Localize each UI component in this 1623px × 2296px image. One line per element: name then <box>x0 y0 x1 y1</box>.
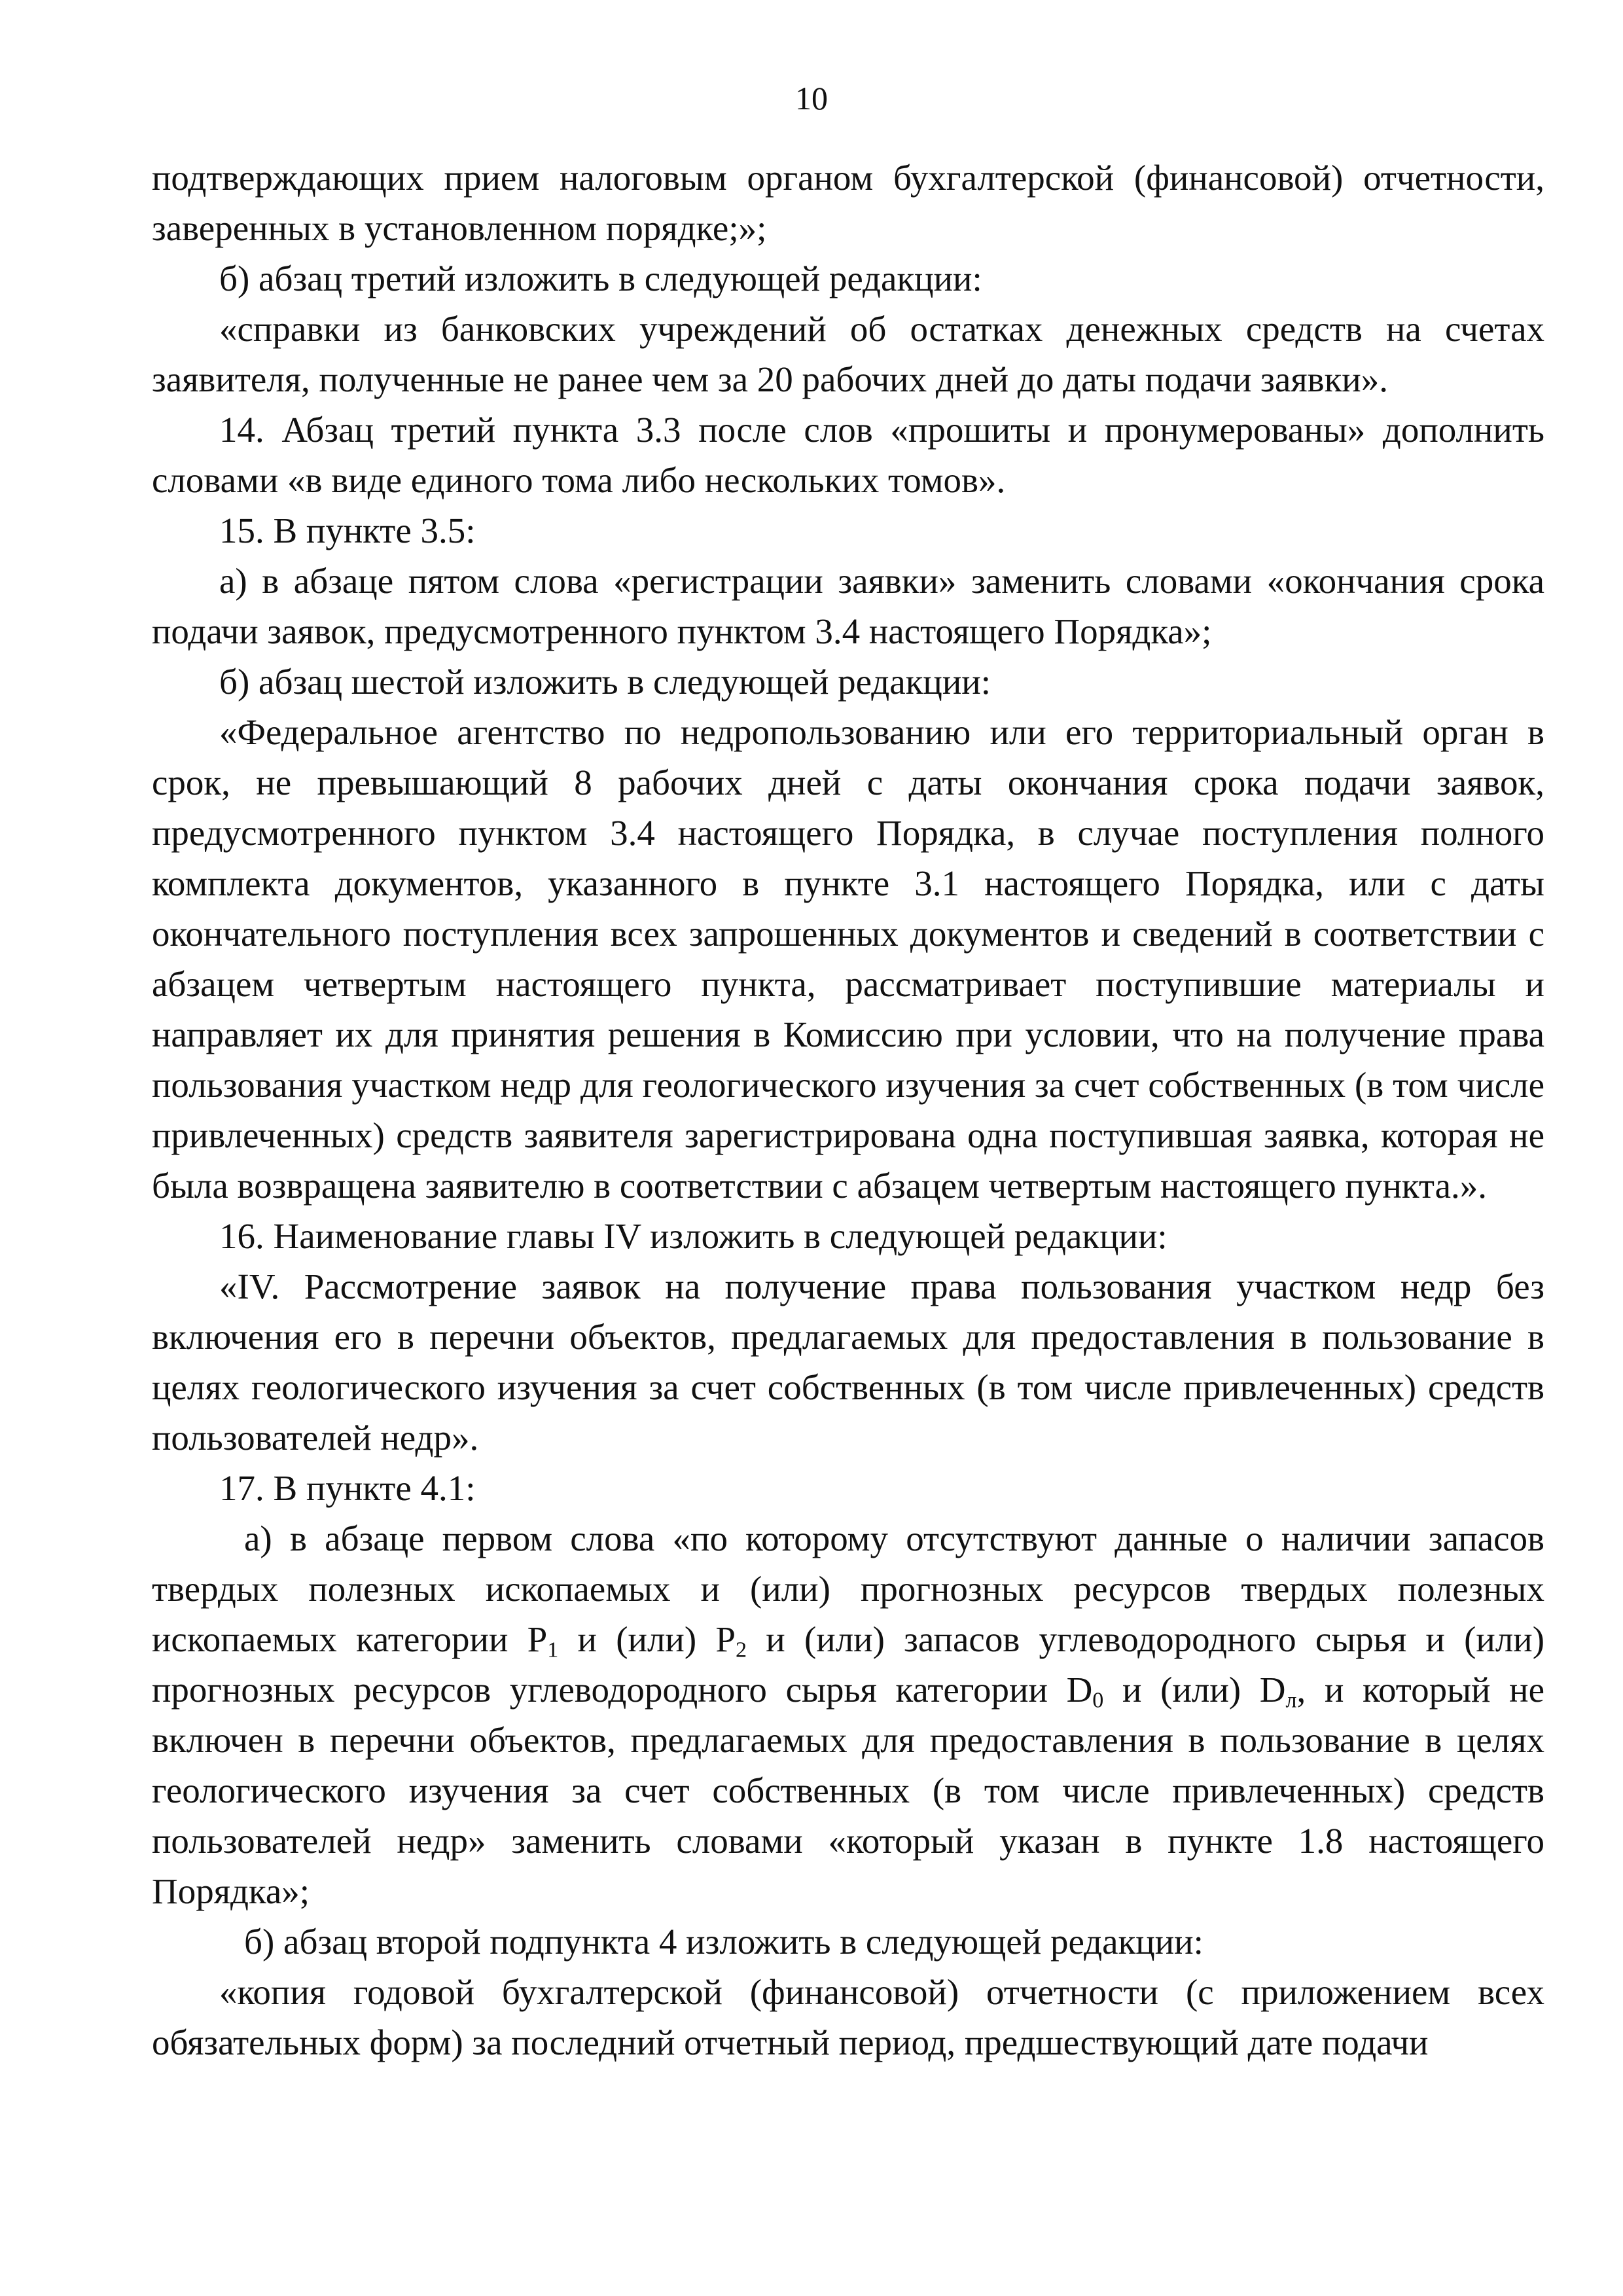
paragraph-quote-chapter-iv: «IV. Рассмотрение заявок на получение права пользования участком недр без включения его в перечни объектов, предлагаемых для предоставления в пользование в целях геологического изучения за счет собственных (в том числе привлеченных) средств пользователей недр». <box>152 1266 1544 1458</box>
paragraph-subitem-b-sixth: б) абзац шестой изложить в следующей редакции: <box>219 662 991 702</box>
paragraph-continuation: подтверждающих прием налоговым органом бухгалтерской (финансовой) отчетности, заверенных в установленном порядке;»; <box>152 158 1544 248</box>
paragraph-quote-federal-agency: «Федеральное агентство по недропользованию или его территориальный орган в срок, не превышающий 8 рабочих дней с даты окончания срока подачи заявок, предусмотренного пунктом 3.4 настоящего Порядка, в случае поступления полного комплекта документов, указанного в пункте 3.1 настоящего Порядка, или с даты окончательного поступления всех запрошенных документов и сведений в соответствии с абзацем четвертым настоящего пункта, рассматривает поступившие материалы и направляет их для принятия решения в Комиссию при условии, что на получение права пользования участком недр для геологического изучения за счет собственных (в том числе привлеченных) средств заявителя зарегистрирована одна поступившая заявка, которая не была возвращена заявителю в соответствии с абзацем четвертым настоящего пункта.». <box>152 712 1544 1206</box>
subscript: 1 <box>547 1638 559 1662</box>
text-segment: и (или) запасов углеводородного сырья и (или) прогнозных ресурсов углеводородного сырья категории D <box>152 1619 1545 1710</box>
page-number: 10 <box>795 80 828 117</box>
paragraph-quote-financial-statements: «копия годовой бухгалтерской (финансовой) отчетности (с приложением всех обязательных форм) за последний отчетный период, предшествующий дате подачи <box>152 1972 1544 2062</box>
paragraph-item-14: 14. Абзац третий пункта 3.3 после слов «прошиты и пронумерованы» дополнить словами «в виде единого тома либо нескольких томов». <box>152 410 1544 500</box>
paragraph-item-15: 15. В пункте 3.5: <box>219 511 476 550</box>
paragraph-quote-bank-statements: «справки из банковских учреждений об остатках денежных средств на счетах заявителя, полученные не ранее чем за 20 рабочих дней до даты подачи заявки». <box>152 309 1544 399</box>
paragraph-subitem-b: б) абзац третий изложить в следующей редакции: <box>219 259 982 298</box>
text-segment: , и который не включен в перечни объектов, предлагаемых для предоставления в пользование в целях геологического изучения за счет собственных (в том числе привлеченных) средств пользователей недр» заменить словами «который указан в пункте 1.8 настоящего Порядка»; <box>152 1670 1544 1911</box>
paragraph-subitem-a: а) в абзаце пятом слова «регистрации заявки» заменить словами «окончания срока подачи заявок, предусмотренного пунктом 3.4 настоящего Порядка»; <box>152 561 1544 651</box>
text-segment: и (или) P <box>558 1619 736 1659</box>
subscript: 2 <box>736 1638 747 1662</box>
paragraph-item-17: 17. В пункте 4.1: <box>219 1468 476 1508</box>
document-body <box>152 152 1544 2068</box>
paragraph-item-16: 16. Наименование главы IV изложить в следующей редакции: <box>219 1216 1168 1256</box>
subscript: 0 <box>1092 1688 1104 1713</box>
text-segment: и (или) D <box>1103 1670 1286 1710</box>
subscript: л <box>1285 1688 1297 1713</box>
text-segment: а) в абзаце первом слова «по которому отсутствуют данные о наличии запасов твердых полезных ископаемых и (или) прогнозных ресурсов твердых полезных ископаемых категории P <box>152 1518 1544 1659</box>
paragraph-subitem-b-second: б) абзац второй подпункта 4 изложить в следующей редакции: <box>244 1922 1204 1962</box>
paragraph-subitem-a-first <box>152 1513 1544 1916</box>
